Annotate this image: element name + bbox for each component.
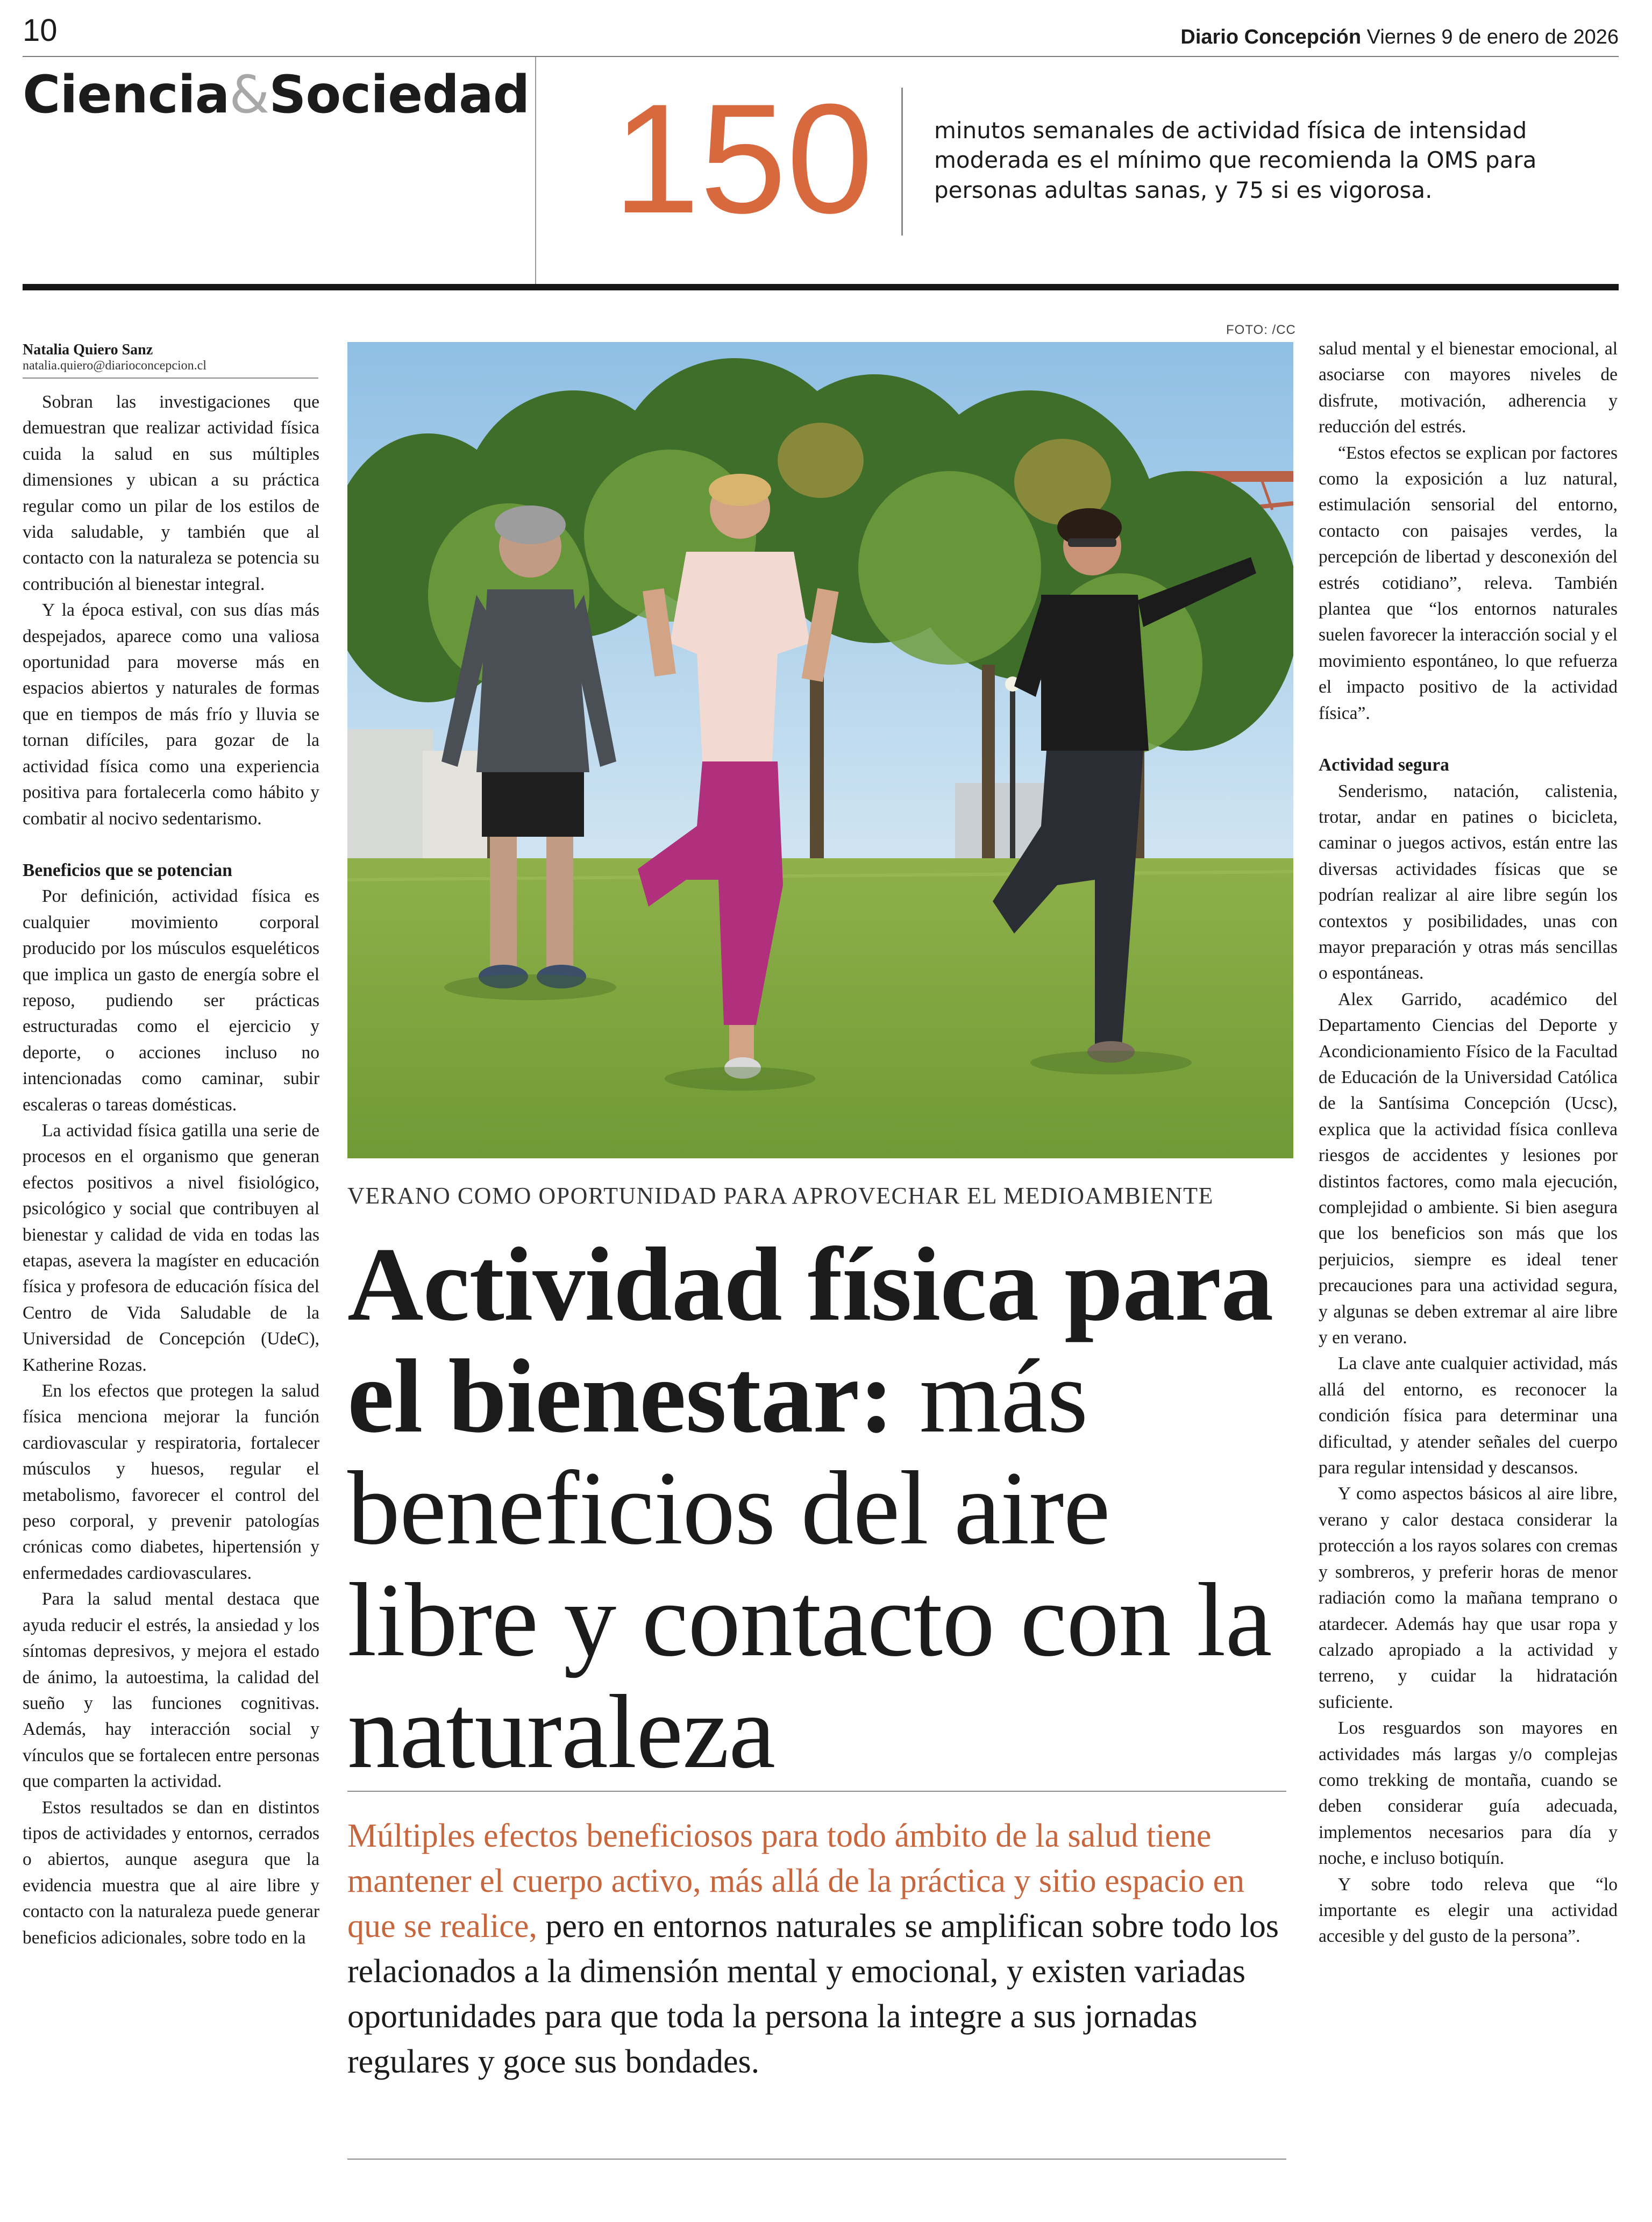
deck-accent: Múltiples efectos beneficiosos para todo ámbito de la salud tiene mantener el cuerpo activo, más allá de la práctica y sitio espacio en que se realice, bbox=[347, 1818, 1245, 1945]
deck-bottom-rule bbox=[347, 2159, 1286, 2160]
stat-description: minutos semanales de actividad física de intensidad moderada es el mínimo que recomienda la OMS para personas adultas sanas, y 75 si es vigorosa. bbox=[934, 117, 1537, 203]
author-email: natalia.quiero@diarioconcepcion.cl bbox=[23, 359, 206, 373]
kicker: VERANO COMO OPORTUNIDAD PARA APROVECHAR EL MEDIOAMBIENTE bbox=[347, 1183, 1214, 1209]
section-title-part2: Sociedad bbox=[269, 65, 530, 125]
photo-credit: FOTO: /CC bbox=[1226, 323, 1296, 337]
masthead bbox=[1180, 27, 1619, 47]
author-name: Natalia Quiero Sanz bbox=[23, 341, 153, 358]
article-photo bbox=[347, 342, 1293, 1158]
body-paragraph: Alex Garrido, académico del Departamento Ciencias del Deporte y Acondicionamiento Físico de la Facultad de Educación de la Universidad Católica de la Santísima Concepción (Ucsc), explica que la actividad física conlleva riesgos de accidentes y lesiones por distintos factores, como mala ejecución, complejidad o ambiente. Si bien asegura que los beneficios son más que los perjuicios, siempre es ideal tener precauciones para una actividad segura, y algunas se deben extremar al aire libre y en verano. bbox=[1319, 989, 1618, 1348]
headline bbox=[347, 1226, 1294, 1790]
body-paragraph: Y sobre todo releva que “lo importante es elegir una actividad accesible y del gusto de la persona”. bbox=[1319, 1874, 1618, 1947]
body-paragraph: Los resguardos son mayores en actividades más largas y/o complejas como trekking de montaña, cuando se deben considerar guía adecuada, implementos necesarios para día y noche, e incluso botiquín. bbox=[1319, 1718, 1618, 1869]
deck-rest: pero en entornos naturales se amplifican sobre todo los relacionados a la dimensión mental y emocional, y existen variadas oportunidades para que toda la persona la integre a sus jornadas regulares y goce sus bondades. bbox=[347, 1908, 1279, 2080]
body-paragraph: Estos resultados se dan en distintos tipos de actividades y entornos, cerrados o abiertos, aunque asegura que la evidencia muestra que al aire libre y contacto con la naturaleza puede generar beneficios adicionales, sobre todo en la bbox=[23, 1797, 319, 1948]
section-title-amp: & bbox=[229, 65, 269, 125]
top-rule bbox=[23, 56, 1619, 57]
body-paragraph: En los efectos que protegen la salud física menciona mejorar la función cardiovascular y respiratoria, fortalecer músculos y huesos, regular el metabolismo, favorecer el control del peso corporal, y prevenir patologías crónicas como diabetes, hipertensión y enfermedades cardiovasculares. bbox=[23, 1381, 319, 1583]
headline-regular: más beneficios del aire libre y contacto con la naturaleza bbox=[347, 1338, 1272, 1790]
body-paragraph: Por definición, actividad física es cualquier movimiento corporal producido por los músculos esqueléticos que implica un gasto de energía sobre el reposo, pudiendo ser prácticas estructuradas como el ejercicio y deporte, o acciones incluso no intencionadas como caminar, subir escaleras o tareas domésticas. bbox=[23, 886, 319, 1115]
headline-bold: Actividad física para el bienestar: bbox=[347, 1226, 1273, 1455]
body-paragraph: Y la época estival, con sus días más despejados, aparece como una valiosa oportunidad para moverse más en espacios abiertos y naturales de formas que en tiempos de más frío y lluvia se tornan difíciles, para gozar de la actividad física como una experiencia positiva para fortalecerla como hábito y combatir al nocivo sedentarismo. bbox=[23, 600, 319, 829]
header-divider bbox=[535, 57, 536, 284]
body-paragraph: “Estos efectos se explican por factores como la exposición a luz natural, estimulación sensorial del entorno, contacto con paisajes verdes, la percepción de libertad y desconexión del estrés cotidiano”, releva. También plantea que “los entornos naturales suelen favorecer la interacción social y el movimiento espontáneo, lo que refuerza el impacto positivo de la actividad física”. bbox=[1319, 443, 1618, 723]
deck bbox=[347, 1813, 1294, 2084]
subheading: Beneficios que se potencian bbox=[23, 860, 232, 880]
page-number: 10 bbox=[23, 13, 58, 48]
stat-divider bbox=[901, 88, 903, 236]
stat-number: 150 bbox=[613, 72, 873, 246]
body-paragraph: Sobran las investigaciones que demuestran que realizar actividad física cuida la salud en sus múltiples dimensiones y ubican a su práctica regular como un pilar de los estilos de vida saludable, y también que al contacto con la naturaleza se potencia su contribución al bienestar integral. bbox=[23, 392, 319, 594]
subheading: Actividad segura bbox=[1319, 755, 1449, 775]
body-paragraph: Para la salud mental destaca que ayuda reducir el estrés, la ansiedad y los síntomas depresivos, y mejora el estado de ánimo, la autoestima, la calidad del sueño y las funciones cognitivas. Además, hay interacción social y vínculos que se fortalecen entre personas que comparten la actividad. bbox=[23, 1589, 319, 1792]
body-paragraph: Y como aspectos básicos al aire libre, verano y calor destaca considerar la protección a los rayos solares con cremas y sombreros, y preferir horas de menor radiación como la mañana temprano o atardecer. Además hay que usar ropa y calzado apropiado a la actividad y terreno, y cuidar la hidratación suficiente. bbox=[1319, 1484, 1618, 1712]
header-bottom-rule bbox=[23, 284, 1619, 290]
body-paragraph: salud mental y el bienestar emocional, al asociarse con mayores niveles de disfrute, motivación, adherencia y reducción del estrés. bbox=[1319, 339, 1618, 437]
deck-top-rule bbox=[347, 1791, 1286, 1792]
masthead-date: Viernes 9 de enero de 2026 bbox=[1366, 26, 1619, 48]
body-paragraph: Senderismo, natación, calistenia, trotar, andar en patines o bicicleta, caminar o juegos activos, están entre las diversas actividades físicas que se podrían realizar al aire libre según los contextos y posibilidades, unas con mayor preparación y otras más sencillas o espontáneas. bbox=[1319, 781, 1618, 984]
article-column-right bbox=[1319, 336, 1618, 1950]
section-title bbox=[23, 65, 530, 125]
body-paragraph: La clave ante cualquier actividad, más allá del entorno, es reconocer la condición física para determinar una dificultad, y atender señales del cuerpo para regular intensidad y descansos. bbox=[1319, 1354, 1618, 1478]
byline bbox=[23, 341, 318, 379]
masthead-paper-name: Diario Concepción bbox=[1180, 26, 1362, 48]
body-paragraph: La actividad física gatilla una serie de procesos en el organismo que generan efectos positivos a nivel fisiológico, psicológico y social que contribuyen al bienestar y calidad de vida en todas las etapas, asevera la magíster en educación física y profesora de educación física del Centro de Vida Saludable de la Universidad de Concepción (UdeC), Katherine Rozas. bbox=[23, 1120, 319, 1375]
section-title-part1: Ciencia bbox=[23, 65, 230, 125]
article-column-left bbox=[23, 389, 319, 1951]
